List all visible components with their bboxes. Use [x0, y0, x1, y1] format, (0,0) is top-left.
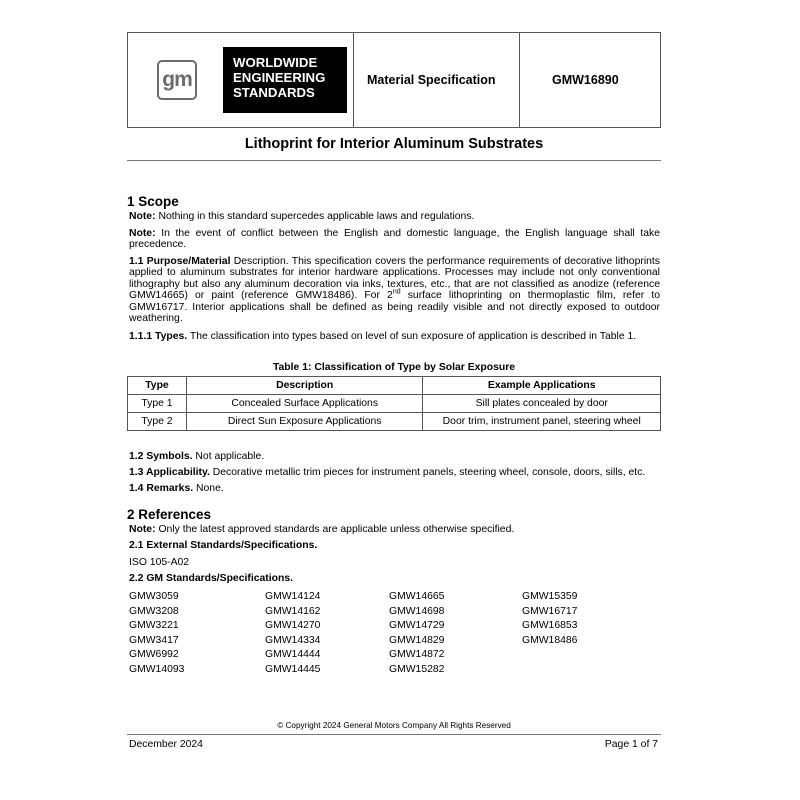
- table-row: [128, 413, 661, 431]
- references-note: Note: Only the latest approved standards are applicable unless otherwise specified.: [129, 524, 515, 535]
- copyright-notice: © Copyright 2024 General Motors Company All Rights Reserved: [277, 721, 511, 730]
- applicability-line: 1.3 Applicability. Decorative metallic trim pieces for instrument panels, steering wheel, console, doors, sills, etc.: [129, 467, 646, 478]
- material-specification-label: Material Specification: [367, 73, 496, 87]
- table-cell: Direct Sun Exposure Applications: [186, 413, 423, 431]
- list-item: GMW14093: [129, 663, 185, 675]
- header-divider: [353, 32, 354, 128]
- banner-line: ENGINEERING: [233, 70, 326, 86]
- external-standards-heading: 2.1 External Standards/Specifications.: [129, 540, 318, 551]
- gm-standards-column: [522, 590, 577, 648]
- scope-note-1: Note: Nothing in this standard supercedes applicable laws and regulations.: [129, 211, 475, 222]
- table-cell: Type 1: [128, 395, 187, 413]
- list-item: GMW6992: [129, 649, 179, 661]
- worldwide-engineering-standards-banner: [223, 47, 347, 113]
- table-header-cell: Type: [128, 377, 187, 395]
- list-item: GMW14829: [389, 634, 445, 646]
- title-divider: [127, 160, 661, 161]
- list-item: GMW3059: [129, 591, 179, 602]
- list-item: GMW16717: [522, 605, 578, 617]
- footer-divider: [127, 734, 661, 735]
- list-item: GMW15282: [389, 663, 445, 675]
- table-row: [128, 395, 661, 413]
- list-item: GMW15359: [522, 591, 578, 602]
- list-item: GMW14698: [389, 605, 445, 617]
- table-cell: Concealed Surface Applications: [186, 395, 423, 413]
- list-item: GMW14444: [265, 649, 321, 661]
- gm-standards-heading: 2.2 GM Standards/Specifications.: [129, 573, 293, 584]
- list-item: GMW18486: [522, 634, 578, 646]
- table-header-cell: Example Applications: [423, 377, 661, 395]
- page-number: Page 1 of 7: [604, 739, 658, 750]
- list-item: GMW14124: [265, 591, 321, 602]
- symbols-line: 1.2 Symbols. Not applicable.: [129, 451, 265, 462]
- banner-line: WORLDWIDE: [233, 55, 318, 70]
- gm-logo: gm: [157, 60, 197, 100]
- table-cell: Sill plates concealed by door: [423, 395, 661, 413]
- list-item: GMW14445: [265, 663, 321, 675]
- page-title: Lithoprint for Interior Aluminum Substrates: [244, 136, 544, 152]
- list-item: GMW14872: [389, 649, 445, 661]
- list-item: GMW14270: [265, 620, 321, 632]
- remarks-line: 1.4 Remarks. None.: [129, 483, 224, 494]
- table-cell: Type 2: [128, 413, 187, 431]
- purpose-paragraph: 1.1 Purpose/Material Description. This specification covers the performance requirements of decorative lithoprints applied to aluminum substrates for interior hardware applications. Processes may include not only conventional lithography but also any aluminum decoration via inks, textures, etc., that are not classified as anodize (reference GMW14665) or paint (reference GMW18486). For 2nd surface lithoprinting on thermoplastic film, refer to GMW16717. Interior applications shall be defined as being readily visible and not directly exposed to outdoor weathering.: [129, 256, 660, 325]
- list-item: GMW14162: [265, 605, 321, 617]
- document-number: GMW16890: [552, 73, 619, 87]
- table-header-cell: Description: [186, 377, 423, 395]
- list-item: GMW3221: [129, 620, 179, 632]
- header-divider: [519, 32, 520, 128]
- list-item: GMW3417: [129, 634, 179, 646]
- external-standard-item: ISO 105-A02: [129, 557, 190, 568]
- list-item: GMW14665: [389, 591, 445, 602]
- list-item: GMW16853: [522, 620, 578, 632]
- banner-line: STANDARDS: [233, 85, 315, 101]
- section-heading-references: 2 References: [127, 507, 212, 522]
- type-classification-table: [127, 376, 661, 431]
- table-cell: Door trim, instrument panel, steering wheel: [423, 413, 661, 431]
- list-item: GMW14334: [265, 634, 321, 646]
- gm-standards-column: [389, 590, 444, 678]
- gm-standards-column: [129, 590, 184, 678]
- footer-date: December 2024: [129, 739, 203, 750]
- table-header-row: [128, 377, 661, 395]
- list-item: GMW3208: [129, 605, 179, 617]
- section-heading-scope: 1 Scope: [127, 194, 179, 209]
- scope-note-2: Note: In the event of conflict between the English and domestic language, the English language shall take precedence.: [129, 228, 660, 251]
- list-item: GMW14729: [389, 620, 445, 632]
- table-caption: Table 1: Classification of Type by Solar Exposure: [272, 362, 516, 373]
- gm-standards-column: [265, 590, 320, 678]
- types-paragraph: 1.1.1 Types. The classification into types based on level of sun exposure of application is described in Table 1.: [129, 331, 637, 342]
